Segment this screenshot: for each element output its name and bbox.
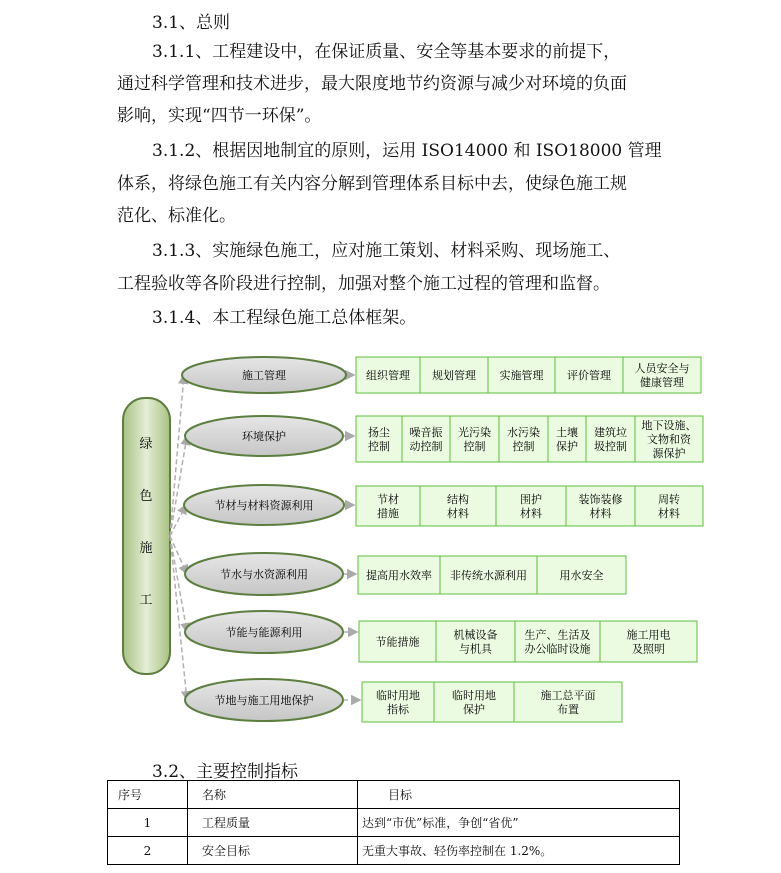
item-label: 措施 <box>377 507 399 520</box>
para-3-1-1-line2: 通过科学管理和技术进步，最大限度地节约资源与减少对环境的负面 <box>117 74 627 94</box>
item-cell <box>635 486 703 526</box>
item-label: 材料 <box>589 507 612 520</box>
table-header-cell: 名称 <box>188 781 358 809</box>
item-cell <box>499 416 548 462</box>
item-label: 地下设施、 <box>641 419 697 432</box>
item-cell <box>586 416 635 462</box>
item-label: 文物和资 <box>647 433 691 446</box>
para-3-1-4: 3.1.4、本工程绿色施工总体框架。 <box>152 308 417 328</box>
item-label: 装饰装修 <box>578 493 623 506</box>
table-cell: 2 <box>108 837 188 865</box>
item-cell <box>496 486 566 526</box>
item-label: 机械设备 <box>453 628 498 642</box>
para-3-1-1-line3: 影响，实现“四节一环保”。 <box>117 106 322 126</box>
table-cell: 达到“市优”标准，争创“省优” <box>358 809 680 837</box>
item-cell <box>362 682 434 722</box>
item-label: 控制 <box>463 440 486 453</box>
item-cell <box>434 682 514 722</box>
item-label: 临时用地 <box>452 689 496 702</box>
item-label: 用水安全 <box>559 569 604 582</box>
item-cell <box>548 416 586 462</box>
item-label: 噪音振 <box>409 426 443 439</box>
category-label: 节材与材料资源利用 <box>214 499 314 512</box>
item-label: 保护 <box>463 703 485 716</box>
item-cell <box>356 416 402 462</box>
table-header-row <box>108 781 680 809</box>
item-label: 光污染 <box>458 426 491 439</box>
category-label: 节水与水资源利用 <box>220 568 308 581</box>
item-cell <box>356 486 420 526</box>
para-3-1-2-line1: 3.1.2、根据因地制宜的原则，运用 ISO14000 和 ISO18000 管理 <box>152 141 662 161</box>
item-label: 围护 <box>520 493 542 506</box>
table-cell: 安全目标 <box>188 837 358 865</box>
item-label: 健康管理 <box>640 376 684 389</box>
table-header-cell: 序号 <box>108 781 188 809</box>
table-cell: 工程质量 <box>188 809 358 837</box>
item-label: 水污染 <box>507 426 540 439</box>
table-row <box>108 837 680 865</box>
item-label: 临时用地 <box>376 689 420 702</box>
table-cell: 1 <box>108 809 188 837</box>
item-label: 动控制 <box>409 440 443 453</box>
item-label: 保护 <box>556 440 578 453</box>
item-label: 实施管理 <box>499 369 544 382</box>
item-label: 与机具 <box>459 642 492 656</box>
table-row <box>108 809 680 837</box>
item-label: 控制 <box>512 440 535 453</box>
item-label: 规划管理 <box>432 369 476 382</box>
item-label: 办公临时设施 <box>524 642 591 656</box>
item-cell <box>450 416 499 462</box>
control-index-table <box>107 780 680 865</box>
item-label: 结构 <box>447 493 469 506</box>
root-label-char: 施 <box>139 541 153 556</box>
item-label: 建筑垃 <box>594 426 627 439</box>
root-label-char: 工 <box>139 593 153 608</box>
item-cell <box>402 416 450 462</box>
item-label: 控制 <box>368 440 390 453</box>
item-label: 材料 <box>658 507 680 520</box>
item-label: 组织管理 <box>366 369 410 382</box>
item-label: 材料 <box>447 507 469 520</box>
root-label-char: 色 <box>139 489 153 504</box>
para-3-1-2-line3: 范化、标准化。 <box>117 206 236 226</box>
para-3-1-1-line1: 3.1.1、工程建设中，在保证质量、安全等基本要求的前提下， <box>152 42 621 62</box>
item-label: 非传统水源利用 <box>450 569 527 582</box>
item-label: 评价管理 <box>567 369 611 382</box>
item-label: 材料 <box>520 507 542 520</box>
para-3-1-3-line2: 工程验收等各阶段进行控制，加强对整个施工过程的管理和监督。 <box>117 274 610 294</box>
table-cell: 无重大事故、轻伤率控制在 1.2%。 <box>358 837 680 865</box>
heading-3-1: 3.1、总则 <box>152 13 231 33</box>
item-label: 扬尘 <box>368 426 390 439</box>
item-label: 布置 <box>557 703 579 716</box>
item-cell <box>436 621 515 662</box>
item-label: 施工用电 <box>626 628 671 642</box>
item-label: 指标 <box>387 703 409 716</box>
item-label: 周转 <box>658 493 680 506</box>
para-3-1-3-line1: 3.1.3、实施绿色施工，应对施工策划、材料采购、现场施工、 <box>152 241 621 261</box>
item-label: 节能措施 <box>375 635 420 649</box>
item-label: 提高用水效率 <box>366 569 432 582</box>
item-cell <box>514 682 622 722</box>
item-cell <box>600 621 697 662</box>
item-label: 生产、生活及 <box>524 628 591 642</box>
heading-3-2: 3.2、主要控制指标 <box>152 762 299 782</box>
item-label: 圾控制 <box>594 440 627 453</box>
item-cell <box>420 486 496 526</box>
category-label: 环境保护 <box>242 430 286 443</box>
item-label: 节材 <box>377 493 399 506</box>
item-label: 源保护 <box>652 447 686 460</box>
item-label: 人员安全与 <box>634 362 690 375</box>
category-label: 节地与施工用地保护 <box>214 694 314 707</box>
item-cell <box>515 621 600 662</box>
table-header-cell: 目标 <box>358 781 680 809</box>
item-cell <box>566 486 635 526</box>
para-3-1-2-line2: 体系，将绿色施工有关内容分解到管理体系目标中去，使绿色施工规 <box>117 174 627 194</box>
item-label: 及照明 <box>632 642 665 656</box>
root-label-char: 绿 <box>139 437 153 452</box>
item-label: 土壤 <box>556 426 578 439</box>
category-label: 施工管理 <box>242 369 286 382</box>
category-label: 节能与能源利用 <box>225 626 303 639</box>
item-label: 施工总平面 <box>540 689 596 702</box>
